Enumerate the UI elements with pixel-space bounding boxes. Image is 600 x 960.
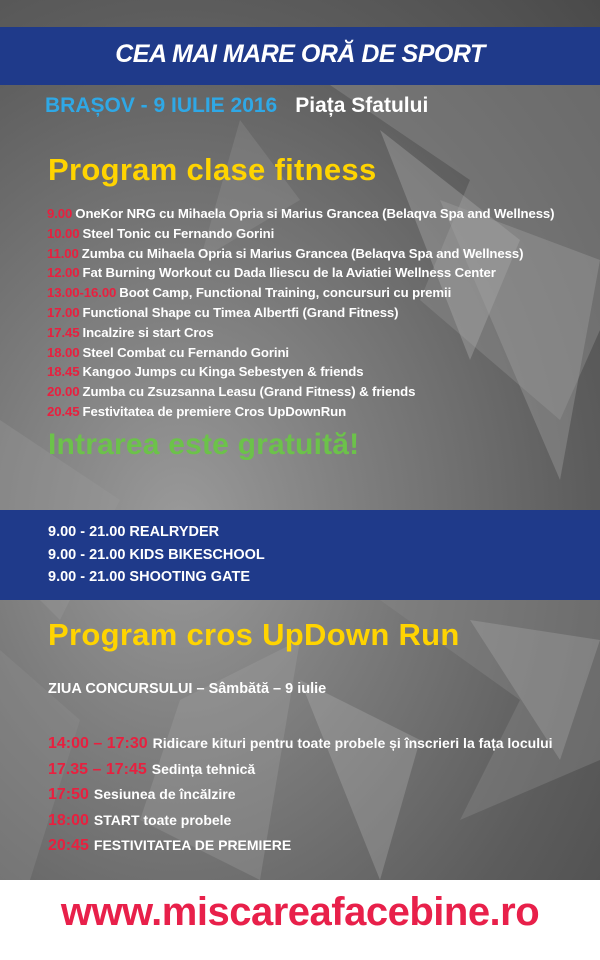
item-time: 17.35 – 17:45 [48, 760, 147, 778]
item-text: Sedința tehnică [151, 760, 256, 777]
item-text: START toate probele [93, 811, 232, 828]
list-item [47, 323, 592, 343]
item-time: 14:00 – 17:30 [48, 735, 148, 752]
item-time: 20.45 [47, 403, 80, 419]
list-item [48, 808, 553, 834]
item-text: Steel Tonic cu Fernando Gorini [82, 225, 275, 241]
item-time: 13.00-16.00 [47, 285, 117, 301]
item-text: Kangoo Jumps cu Kinga Sebestyen & friends [82, 364, 364, 380]
list-item [48, 833, 553, 859]
list-item [47, 263, 592, 283]
fitness-heading: Program clase fitness [48, 152, 377, 187]
list-item [47, 343, 592, 363]
item-text: Ridicare kituri pentru toate probele și înscrieri la fața locului [152, 735, 553, 751]
list-item [48, 731, 553, 757]
item-text: Steel Combat cu Fernando Gorini [82, 344, 289, 360]
cros-heading: Program cros UpDown Run [48, 617, 460, 652]
item-text: OneKor NRG cu Mihaela Opria si Marius Grancea (Belaqva Spa and Wellness) [75, 206, 555, 221]
list-item [47, 382, 592, 402]
list-item [47, 402, 592, 422]
item-text: Festivitatea de premiere Cros UpDownRun [82, 403, 347, 419]
item-text: Functional Shape cu Timea Albertfi (Grand Fitness) [82, 304, 399, 320]
item-time: 12.00 [47, 265, 80, 281]
item-text: Sesiunea de încălzire [93, 786, 236, 802]
item-time: 17.45 [47, 324, 80, 340]
list-item [47, 244, 592, 264]
fitness-schedule [47, 204, 592, 422]
item-time: 9.00 [47, 206, 73, 221]
venue: Piața Sfatului [295, 94, 429, 117]
item-time: 18.45 [47, 364, 80, 380]
list-item [47, 283, 592, 303]
item-time: 18:00 [48, 811, 89, 829]
item-time: 18.00 [47, 344, 80, 360]
poster-title: CEA MAI MARE ORĂ DE SPORT [115, 40, 485, 68]
item-text: Boot Camp, Functional Training, concursuri cu premii [119, 285, 452, 301]
item-text: FESTIVITATEA DE PREMIERE [93, 837, 292, 853]
cros-schedule [48, 731, 553, 859]
item-time: 20.00 [47, 384, 80, 400]
item-text: Zumba cu Zsuzsanna Leasu (Grand Fitness) & friends [82, 384, 416, 400]
item-text: Fat Burning Workout cu Dada Iliescu de la Aviatiei Wellness Center [82, 265, 496, 281]
list-item [47, 204, 592, 224]
item-time: 17:50 [48, 786, 89, 803]
city-date: BRAȘOV - 9 IULIE 2016 [45, 94, 278, 117]
website-url: www.miscareafacebine.ro [60, 890, 540, 934]
item-time: 11.00 [47, 245, 79, 261]
list-item [47, 362, 592, 382]
list-item: 9.00 - 21.00 REALRYDER [48, 524, 220, 540]
item-text: Zumba cu Mihaela Opria si Marius Grancea (Belaqva Spa and Wellness) [81, 245, 524, 261]
item-text: Incalzire si start Cros [82, 324, 214, 340]
list-item: 9.00 - 21.00 SHOOTING GATE [48, 569, 250, 585]
activities-list [48, 521, 265, 589]
list-item [47, 303, 592, 323]
list-item [47, 224, 592, 244]
item-time: 20:45 [48, 837, 89, 854]
free-entry-notice: Intrarea este gratuită! [48, 428, 360, 461]
list-item: 9.00 - 21.00 KIDS BIKESCHOOL [48, 546, 265, 563]
list-item [48, 757, 553, 783]
item-time: 17.00 [47, 304, 80, 320]
race-day-label: ZIUA CONCURSULUI – Sâmbătă – 9 iulie [48, 681, 327, 697]
item-time: 10.00 [47, 225, 80, 241]
location-line [45, 94, 428, 118]
list-item [48, 782, 553, 808]
